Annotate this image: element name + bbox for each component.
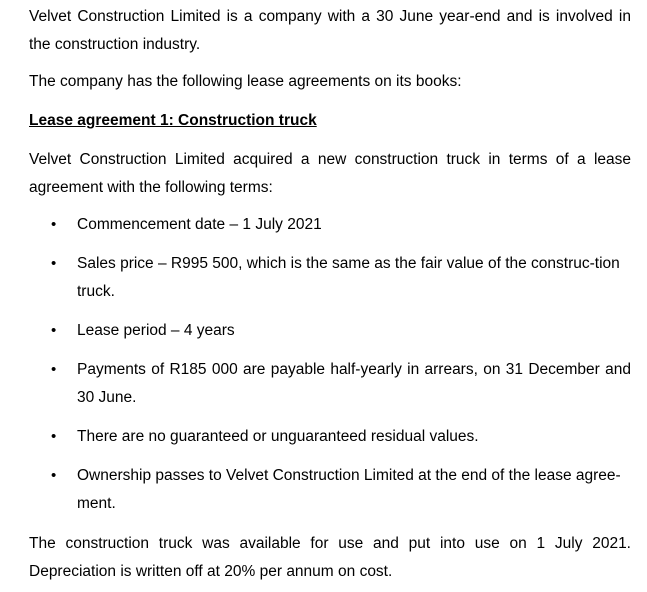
term-text: Commencement date – 1 July 2021 (77, 216, 322, 233)
bullet-icon: • (51, 361, 57, 378)
bullet-icon: • (51, 255, 57, 272)
acquisition-paragraph: Velvet Construction Limited acquired a new construction truck in terms of a lease agreement with the following terms: (29, 151, 631, 196)
bullet-icon: • (51, 467, 57, 484)
lease-agreement-heading: Lease agreement 1: Construction truck (29, 112, 317, 129)
bullet-icon: • (51, 216, 57, 233)
term-text: Payments of R185 000 are payable half-yearly in arrears, on 31 December and 30 June. (77, 361, 631, 406)
closing-paragraph: The construction truck was available for use and put into use on 1 July 2021. Depreciation is written off at 20% per annum on cost. (29, 535, 631, 580)
term-text: Ownership passes to Velvet Construction Limited at the end of the lease agree-ment. (77, 467, 621, 512)
term-text: Lease period – 4 years (77, 322, 235, 339)
bullet-icon: • (51, 322, 57, 339)
term-text: Sales price – R995 500, which is the same as the fair value of the construc-tion truck. (77, 255, 620, 300)
intro-paragraph: Velvet Construction Limited is a company with a 30 June year-end and is involved in the construction industry. (29, 8, 631, 53)
lease-intro-paragraph: The company has the following lease agreements on its books: (29, 73, 462, 90)
term-text: There are no guaranteed or unguaranteed residual values. (77, 428, 479, 445)
bullet-icon: • (51, 428, 57, 445)
